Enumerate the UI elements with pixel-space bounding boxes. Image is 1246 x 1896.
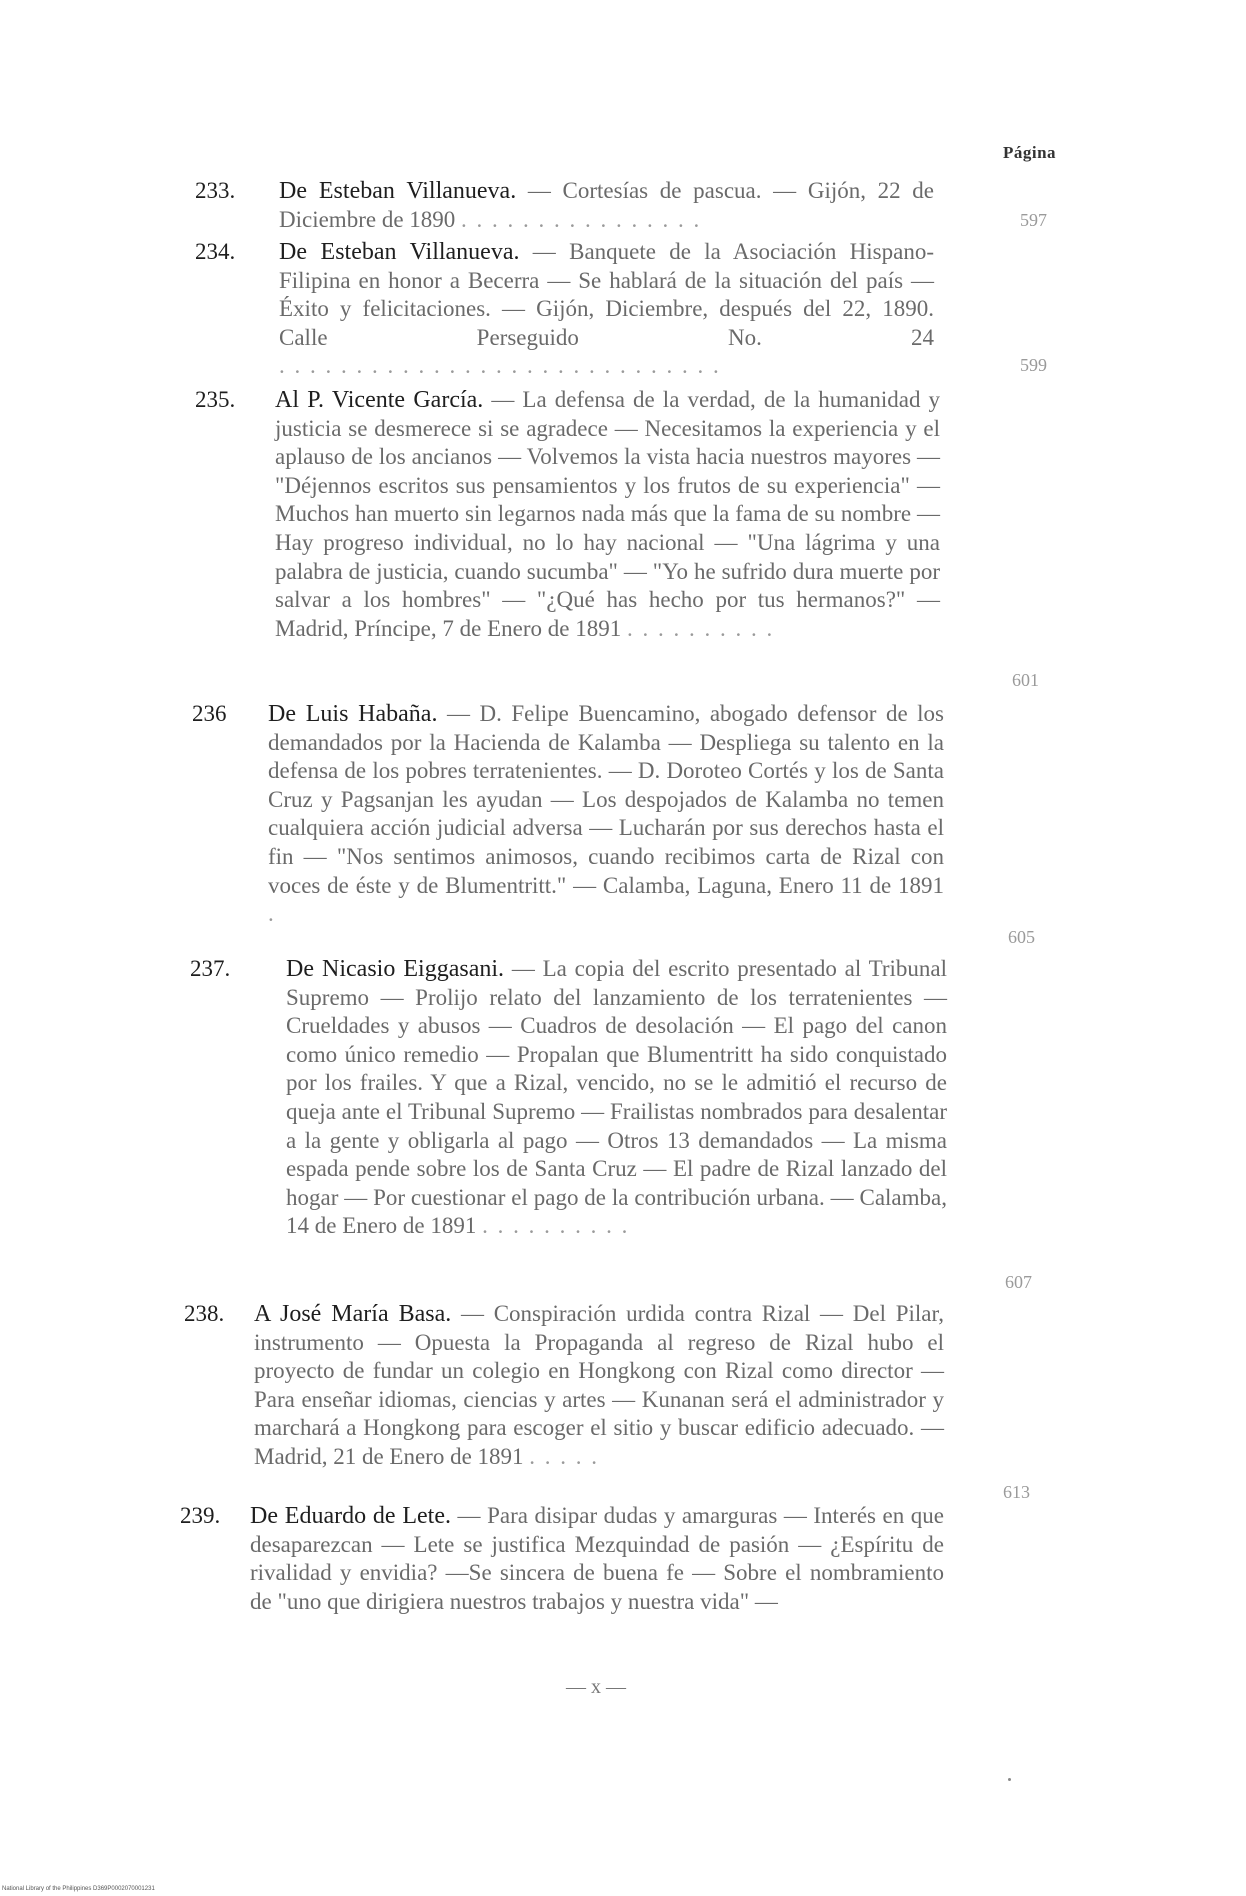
entry-author: De Esteban Villanueva. [279,239,520,265]
entry-body [254,1300,944,1472]
index-entry-233 [195,177,1246,237]
entry-author: De Luis Habaña. [268,701,438,727]
entry-summary: — Banquete de la Asociación Hispano-Filipina en honor a Becerra — Se hablará de la situación del país — Éxito y felicitaciones. — Gijón, Diciembre, después del 22, 1890. Calle Perseguido No. 24 [279,239,934,350]
dot-leader: . . . . . . . . . . . . . . . . . . . . . . . . . . . . . [279,353,721,379]
page-number-roman: — x — [566,1676,626,1698]
entry-number: 239. [180,1503,221,1528]
index-entry-237 [190,955,1246,1290]
dot-leader: . [268,901,276,927]
dot-leader: . . . . . . . . . . [482,1213,630,1239]
entry-summary: — Para disipar dudas y amarguras — Interés en que desaparezcan — Lete se justifica Mezquindad de pasión — ¿Espíritu de rivalidad y envidia? —Se sincera de buena fe — Sobre el nombramiento de "uno que dirigiera nuestros trabajos y nuestra vida" — [250,1503,944,1614]
entry-page-ref: 597 [1020,210,1047,230]
entry-number: 234. [195,239,236,264]
entry-body [250,1502,944,1616]
index-entry-238 [184,1300,1246,1500]
entry-number: 233. [195,178,236,203]
entry-number: 238. [184,1301,225,1326]
entry-body [279,238,934,381]
entry-summary: — La defensa de la verdad, de la humanidad y justicia se desmerece si se agradece — Necesitamos la experiencia y el aplauso de los ancianos — Volvemos la vista hacia nuestros mayores — "Déjennos escritos sus pensamientos y los frutos de su experiencia" — Muchos han muerto sin legarnos nada más que la fama de su nombre — Hay progreso individual, no lo hay nacional — "Una lágrima y una palabra de justicia, cuando sucumba" — "Yo he sufrido dura muerte por salvar a los hombres" — "¿Qué has hecho por tus hermanos?" — Madrid, Príncipe, 7 de Enero de 1891 [275,387,941,641]
entry-number: 237. [190,956,231,981]
entry-summary: — Conspiración urdida contra Rizal — Del Pilar, instrumento — Opuesta la Propaganda al regreso de Rizal hubo el proyecto de fundar un colegio en Hongkong con Rizal como director — Para enseñar idiomas, ciencias y artes — Kunanan será el administrador y marchará a Hongkong para escoger el sitio y buscar edificio adecuado. — Madrid, 21 de Enero de 1891 [254,1301,945,1469]
index-entry-239 [180,1502,1246,1642]
entry-number: 236 [192,701,227,726]
entry-author: De Eduardo de Lete. [250,1503,451,1529]
entry-page-ref: 605 [1008,927,1035,947]
entry-summary: — Cortesías de pascua. — Gijón, 22 de Diciembre de 1890 [279,178,935,232]
entry-body [275,386,940,643]
entry-author: Al P. Vicente García. [275,387,484,413]
dot-leader: . . . . . . . . . . . . . . . . [461,206,702,232]
archive-label: National Library of the Philippines D369P0002070001231 [2,1886,155,1892]
dot-leader: . . . . . [529,1443,600,1469]
page-header-label: Página [1003,143,1057,162]
entry-body [268,700,944,929]
entry-summary: — D. Felipe Buencamino, abogado defensor de los demandados por la Hacienda de Kalamba — Despliega su talento en la defensa de los pobres terratenientes. — D. Doroteo Cortés y los de Santa Cruz y Pagsanjan les ayudan — Los despojados de Kalamba no temen cualquiera acción judicial adversa — Lucharán por sus derechos hasta el fin — "Nos sentimos animosos, cuando recibimos carta de Rizal con voces de éste y de Blumentritt." — Calamba, Laguna, Enero 11 de 1891 [268,701,944,898]
entry-author: De Esteban Villanueva. [279,178,517,204]
entry-author: A José María Basa. [254,1301,452,1327]
entry-body [286,955,947,1241]
entry-page-ref: 599 [1020,355,1047,375]
entry-body [279,177,934,234]
entry-page-ref: 613 [1003,1482,1030,1502]
entry-author: De Nicasio Eiggasani. [286,956,505,982]
index-entry-236 [192,700,1246,950]
index-entry-234 [195,238,1246,383]
entry-number: 235. [195,387,236,412]
entry-page-ref: 607 [1005,1272,1032,1292]
dot-leader: . . . . . . . . . . [626,615,775,641]
index-entry-235 [195,386,1246,691]
entry-summary: — La copia del escrito presentado al Tribunal Supremo — Prolijo relato del lanzamiento de los terratenientes — Crueldades y abusos — Cuadros de desolación — El pago del canon como único remedio — Propalan que Blumentritt ha sido conquistado por los frailes. Y que a Rizal, vencido, no se le admitió el recurso de queja ante el Tribunal Supremo — Frailistas nombrados para desalentar a la gente y obligarla al pago — Otros 13 demandados — La misma espada pende sobre los de Santa Cruz — El padre de Rizal lanzado del hogar — Por cuestionar el pago de la contribución urbana. — Calamba, 14 de Enero de 1891 [286,956,948,1239]
scan-speck [1008,1778,1011,1781]
entry-page-ref: 601 [1012,670,1039,690]
